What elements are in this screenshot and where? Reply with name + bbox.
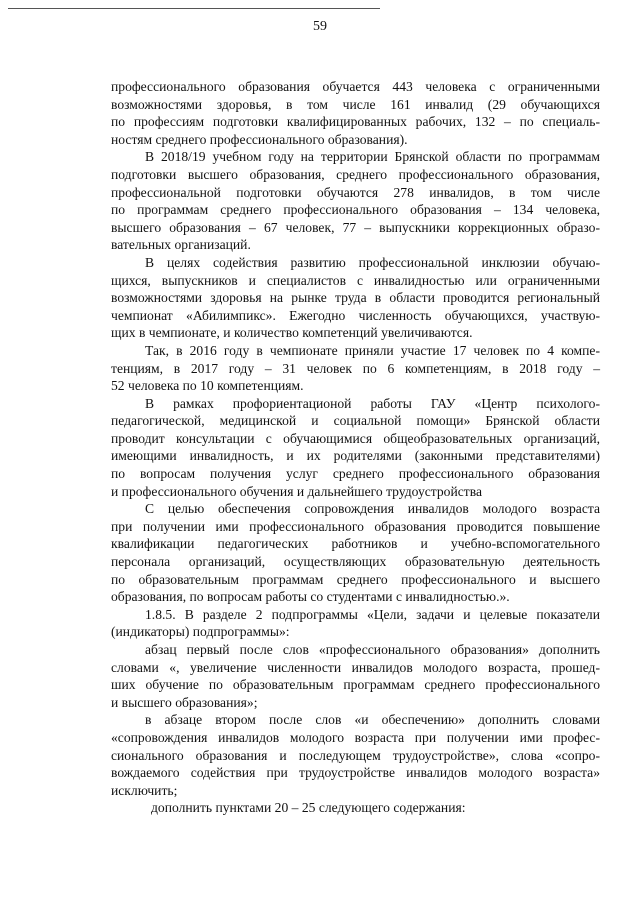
text-line: по профессиям подготовки квалифицированных рабочих, 132 – по специаль- bbox=[111, 114, 600, 130]
text-line: тенциям, в 2017 году – 31 человек по 6 компетенциям, в 2018 году – bbox=[111, 360, 600, 376]
text-line: чемпионат «Абилимпикс». Ежегодно численность обучающихся, участвую- bbox=[111, 307, 600, 323]
text-line: подготовки высшего образования, среднего профессионального образования, bbox=[111, 166, 600, 182]
text-line: при получении ими профессионального образования проводится повышение bbox=[111, 518, 600, 534]
text-line: абзац первый после слов «профессионального образования» дополнить bbox=[145, 642, 600, 657]
text-line: имеющими инвалидность, и их родителями (законными представителями) bbox=[111, 448, 600, 464]
text-line: возможностями здоровья, в том числе 161 инвалид (29 обучающихся bbox=[111, 96, 600, 112]
text-line: и высшего образования»; bbox=[111, 694, 258, 710]
text-line: щихся, выпускников и специалистов с инвалидностью или ограниченными bbox=[111, 272, 600, 288]
text-line: ностям среднего профессионального образования). bbox=[111, 131, 408, 147]
text-line: (индикаторы) подпрограммы»: bbox=[111, 624, 290, 640]
text-line: дополнить пунктами 20 – 25 следующего содержания: bbox=[151, 800, 466, 816]
page-number: 59 bbox=[313, 19, 327, 34]
text-line: щих в чемпионате, и количество компетенций увеличиваются. bbox=[111, 325, 473, 341]
text-line: квалификации педагогических работников и учебно-вспомогательного bbox=[111, 536, 600, 552]
text-line: Так, в 2016 году в чемпионате приняли участие 17 человек по 4 компе- bbox=[145, 342, 600, 358]
text-line: сионального образования и последующем трудоустройстве», слова «сопро- bbox=[111, 747, 600, 763]
text-line: по образовательным программам среднего профессионального и высшего bbox=[111, 571, 600, 587]
text-line: образования, по вопросам работы со студентами с инвалидностью.». bbox=[111, 589, 510, 605]
text-line: по программам среднего профессионального образования – 134 человека, bbox=[111, 202, 600, 218]
text-line: персонала организаций, осуществляющих образовательную деятельность bbox=[111, 554, 600, 570]
text-line: ших обучение по образовательным программам среднего профессионального bbox=[111, 677, 600, 693]
text-line: В целях содействия развитию профессиональной инклюзии обучаю- bbox=[145, 254, 600, 270]
text-line: по вопросам получения услуг среднего профессионального образования bbox=[111, 466, 600, 482]
text-line: исключить; bbox=[111, 782, 178, 798]
text-line: и профессионального обучения и дальнейшего трудоустройства bbox=[111, 483, 482, 499]
text-line: словами «, увеличение численности инвалидов молодого возраста, прошед- bbox=[111, 659, 600, 675]
body-text bbox=[111, 78, 600, 817]
text-line: В 2018/19 учебном году на территории Брянской области по программам bbox=[145, 149, 600, 165]
text-line: 52 человека по 10 компетенциям. bbox=[111, 378, 304, 394]
text-line: педагогической, медицинской и социальной помощи» Брянской области bbox=[111, 413, 600, 429]
text-line: в абзаце втором после слов «и обеспечению» дополнить словами bbox=[145, 712, 600, 728]
text-line: вательных организаций. bbox=[111, 237, 251, 253]
text-line: проводит консультации с обучающимися общеобразовательных организаций, bbox=[111, 430, 600, 446]
text-line: 1.8.5. В разделе 2 подпрограммы «Цели, задачи и целевые показатели bbox=[145, 606, 600, 622]
text-line: В рамках профориентационой работы ГАУ «Центр психолого- bbox=[145, 395, 600, 411]
text-line: профессионального образования обучается 443 человека с ограниченными bbox=[111, 79, 600, 94]
text-line: «сопровождения инвалидов молодого возраста при получении ими профес- bbox=[111, 729, 600, 745]
text-line: возможностями здоровья на рынке труда в области проводится региональный bbox=[111, 290, 600, 306]
text-line: высшего образования – 67 человек, 77 – выпускники коррекционных образо- bbox=[111, 219, 600, 235]
text-line: вождаемого содействия при трудоустройстве инвалидов молодого возраста» bbox=[111, 765, 600, 781]
text-line: С целью обеспечения сопровождения инвалидов молодого возраста bbox=[145, 501, 600, 517]
scan-artifact-rule bbox=[8, 8, 380, 9]
text-line: профессиональной подготовки обучаются 278 инвалидов, в том числе bbox=[111, 184, 600, 200]
